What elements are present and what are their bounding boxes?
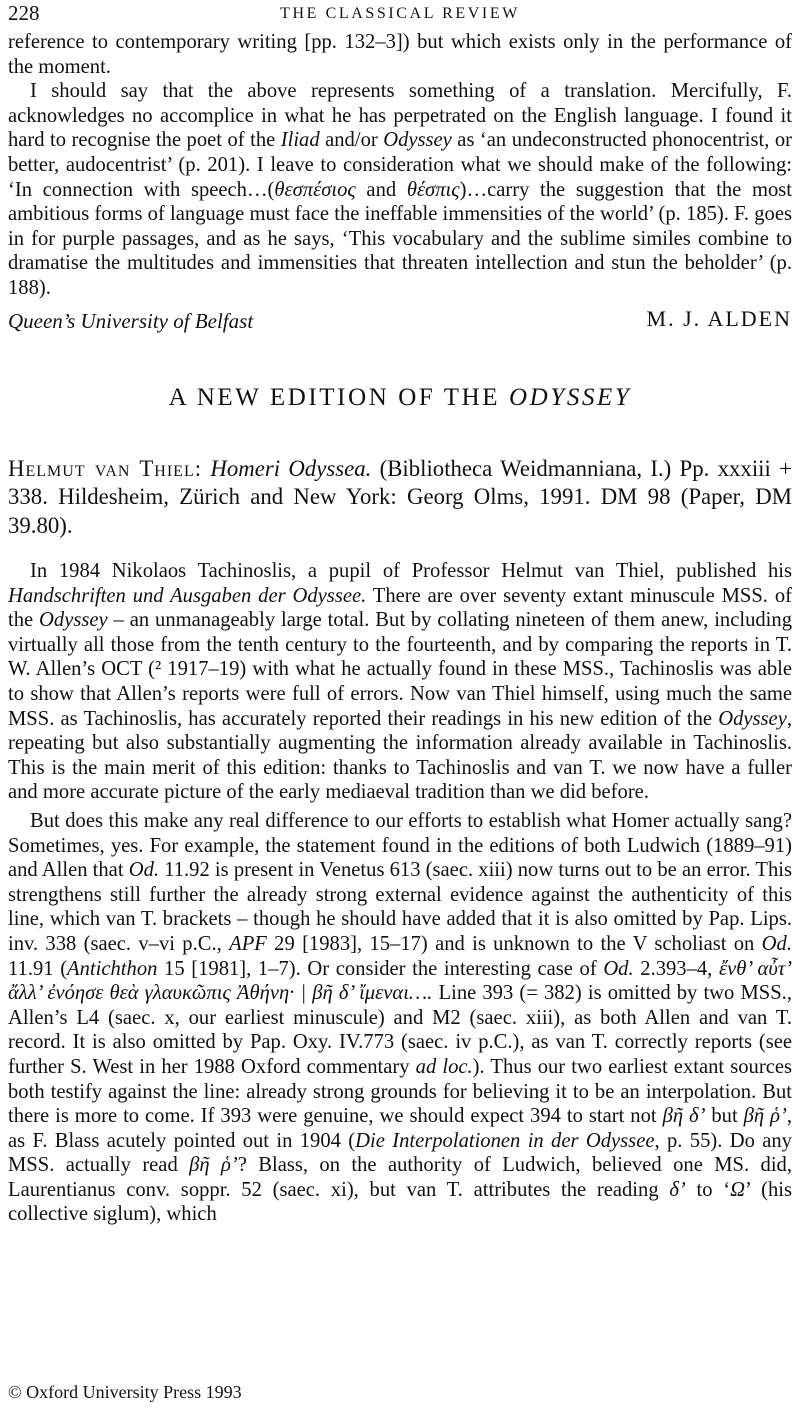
journal-title: THE CLASSICAL REVIEW (280, 5, 520, 22)
continuation-paragraph-2: I should say that the above represents something of a translation. Mercifully, F. acknowledges no accomplice in what he has perpetrated on the English language. I found it hard to recognise the poet of the Iliad and/or Odyssey as ‘an undeconstructed phonocentrist, or better, audocentrist’ (p. 201). I leave to consideration what we should make of the following: ‘In connection with speech…(θεσπέσιος and θέσπις)…carry the suggestion that the most ambitious forms of language must face the ineffable immensities of the world’ (p. 185). F. goes in for purple passages, and as he says, ‘This vocabulary and the sublime similes combine to dramatise the multitudes and immensities that threaten intellection and stun the beholder’ (p. 188). (8, 80, 792, 299)
reviewer-name: M. J. ALDEN (646, 305, 792, 331)
book-author: Helmut van Thiel: (8, 455, 203, 481)
book-title: Homeri Odyssea. (210, 455, 372, 481)
book-details: (Bibliotheca Weidmanniana, I.) Pp. xxxiii + 338. Hildesheim, Zürich and New York: Georg Olms, 1991. DM 98 (Paper, DM 39.80). (8, 455, 792, 538)
section-title: A NEW EDITION OF THE ODYSSEY (168, 383, 632, 411)
signoff (8, 305, 792, 339)
reviewer-affiliation: Queen’s University of Belfast (8, 308, 254, 333)
running-head (8, 0, 792, 26)
bibliographic-heading (8, 455, 792, 541)
review-paragraph-2: But does this make any real difference to our efforts to establish what Homer actually sang? Sometimes, yes. For example, the statement found in the editions of both Ludwich (1889–91) and Allen that Od. 11.92 is present in Venetus 613 (saec. xiii) now turns out to be an error. This strengthens still further the already strong external evidence against the authenticity of this line, which van T. brackets – though he should have added that it is also omitted by Pap. Lips. inv. 338 (saec. v–vi p.C., APF 29 [1983], 15–17) and is unknown to the V scholiast on Od. 11.91 (Antichthon 15 [1981], 1–7). Or consider the interesting case of Od. 2.393–4, ἔνθ’ αὖτ’ ἄλλ’ ἐνόησε θεὰ γλαυκῶπις Ἀθήνη· | βῆ δ’ ἴμεναι…. Line 393 (= 382) is omitted by two MSS., Allen’s L4 (saec. x, our earliest minuscule) and M2 (saec. xiii), as both Allen and van T. record. It is also omitted by Pap. Oxy. IV.773 (saec. iv p.C.), as van T. correctly reports (see further S. West in her 1988 Oxford commentary ad loc.). Thus our two earliest extant sources both testify against the line: already strong grounds for believing it to be an interpolation. But there is more to come. If 393 were genuine, we should expect 394 to start not βῆ δ’ but βῆ ῥ’, as F. Blass acutely pointed out in 1904 (Die Interpolationen in der Odyssee, p. 55). Do any MSS. actually read βῆ ῥ’? Blass, on the authority of Ludwich, believed one MS. did, Laurentianus conv. soppr. 52 (saec. xi), but van T. attributes the reading δ’ to ‘Ω’ (his collective siglum), which (8, 809, 793, 1226)
review-paragraph-1: In 1984 Nikolaos Tachinoslis, a pupil of Professor Helmut van Thiel, published his Handschriften und Ausgaben der Odyssee. There are over seventy extant minuscule MSS. of the Odyssey – an unmanageably large total. But by collating nineteen of them anew, including virtually all those from the tenth century to the fourteenth, and by comparing the reports in T. W. Allen’s OCT (² 1917–19) with what he actually found in these MSS., Tachinoslis was able to show that Allen’s reports were full of errors. Now van Thiel himself, using much the same MSS. as Tachinoslis, has accurately reported their readings in his new edition of the Odyssey, repeating but also substantially augmenting the information already available in Tachinoslis. This is the main merit of this edition: thanks to Tachinoslis and van T. we now have a fuller and more accurate picture of the early mediaeval tradition than we did before. (8, 560, 793, 804)
copyright-footer: © Oxford University Press 1993 (8, 1382, 242, 1402)
review-text (8, 559, 792, 1227)
article-body (8, 30, 792, 1227)
page-number: 228 (8, 1, 40, 25)
continuation-paragraph-1: reference to contemporary writing [pp. 132–3]) but which exists only in the performance of the moment. (8, 31, 792, 78)
